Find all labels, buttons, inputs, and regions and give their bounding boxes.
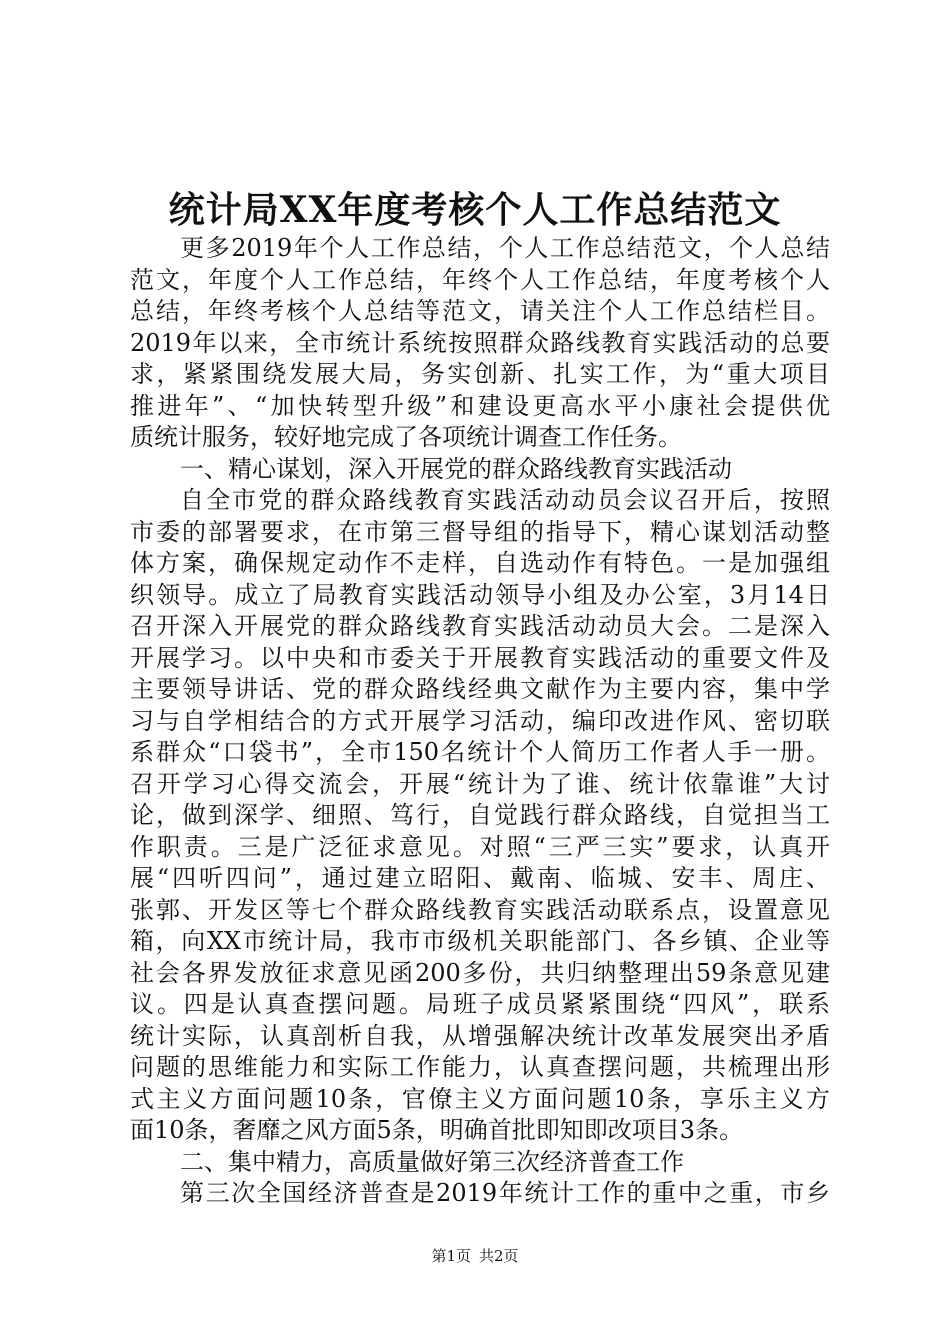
- paragraph-section1-line: 市委的部署要求，在市第三督导组的指导下，精心谋划活动整: [130, 517, 830, 546]
- paragraph-section1-line: 展“四听四问”，通过建立昭阳、戴南、临城、安丰、周庄、: [130, 864, 830, 892]
- document-body: [130, 233, 830, 1210]
- paragraph-section1-line: 问题的思维能力和实际工作能力，认真查摆问题，共梳理出形: [130, 1053, 830, 1081]
- paragraph-section1-line: 习与自学相结合的方式开展学习活动，编印改进作风、密切联: [130, 706, 830, 735]
- paragraph-intro-line: 2019年以来，全市统计系统按照群众路线教育实践活动的总要: [130, 328, 830, 357]
- paragraph-section1-line: 自全市党的群众路线教育实践活动动员会议召开后，按照: [180, 486, 830, 514]
- paragraph-section1-line: 社会各界发放征求意见函200多份，共归纳整理出59条意见建: [130, 958, 830, 987]
- section-heading-1: 一、精心谋划，深入开展党的群众路线教育实践活动: [180, 454, 732, 483]
- paragraph-section1-line: 主要领导讲话、党的群众路线经典文献作为主要内容，集中学: [130, 675, 830, 703]
- page-total-label: 共2页: [479, 1247, 519, 1265]
- paragraph-section1-line: 召开深入开展党的群众路线教育实践活动动员大会。二是深入: [130, 612, 830, 640]
- page-footer: [0, 1246, 950, 1266]
- paragraph-section1-line: 张郭、开发区等七个群众路线教育实践活动联系点，设置意见: [130, 895, 830, 924]
- paragraph-section1-line: 式主义方面问题10条，官僚主义方面问题10条，享乐主义方: [130, 1084, 830, 1113]
- paragraph-section1-line: 织领导。成立了局教育实践活动领导小组及办公室，3月14日: [130, 580, 830, 609]
- paragraph-section1-line: 统计实际，认真剖析自我，从增强解决统计改革发展突出矛盾: [130, 1021, 830, 1050]
- paragraph-section1-line: 论，做到深学、细照、笃行，自觉践行群众路线，自觉担当工: [130, 801, 830, 829]
- paragraph-section1-line: 议。四是认真查摆问题。局班子成员紧紧围绕“四风”，联系: [130, 990, 830, 1018]
- paragraph-intro-line: 推进年”、“加快转型升级”和建设更高水平小康社会提供优: [130, 391, 830, 420]
- document-title: 统计局XX年度考核个人工作总结范文: [168, 189, 782, 231]
- section-heading-2: 二、集中精力，高质量做好第三次经济普查工作: [180, 1147, 684, 1176]
- paragraph-section1-line: 开展学习。以中央和市委关于开展教育实践活动的重要文件及: [130, 643, 830, 672]
- paragraph-section1-line: 作职责。三是广泛征求意见。对照“三严三实”要求，认真开: [130, 832, 830, 861]
- paragraph-section1-line: 面10条，奢靡之风方面5条，明确首批即知即改项目3条。: [130, 1116, 744, 1144]
- paragraph-intro-line: 范文，年度个人工作总结，年终个人工作总结，年度考核个人: [130, 265, 830, 294]
- paragraph-section1-line: 系群众“口袋书”，全市150名统计个人简历工作者人手一册。: [130, 738, 830, 766]
- paragraph-intro-line: 更多2019年个人工作总结，个人工作总结范文，个人总结: [180, 234, 830, 262]
- page-number-label: 第1页: [431, 1247, 471, 1265]
- paragraph-section1-line: 体方案，确保规定动作不走样，自选动作有特色。一是加强组: [130, 549, 830, 577]
- paragraph-intro-line: 总结，年终考核个人总结等范文，请关注个人工作总结栏目。: [130, 297, 830, 325]
- paragraph-section1-line: 召开学习心得交流会，开展“统计为了谁、统计依靠谁”大讨: [130, 769, 830, 798]
- paragraph-intro-line: 质统计服务，较好地完成了各项统计调查工作任务。: [130, 423, 682, 451]
- paragraph-intro-line: 求，紧紧围绕发展大局，务实创新、扎实工作，为“重大项目: [130, 360, 830, 388]
- paragraph-section1-line: 箱，向XX市统计局，我市市级机关职能部门、各乡镇、企业等: [130, 927, 830, 955]
- paragraph-section2-line: 第三次全国经济普查是2019年统计工作的重中之重，市乡: [180, 1179, 830, 1207]
